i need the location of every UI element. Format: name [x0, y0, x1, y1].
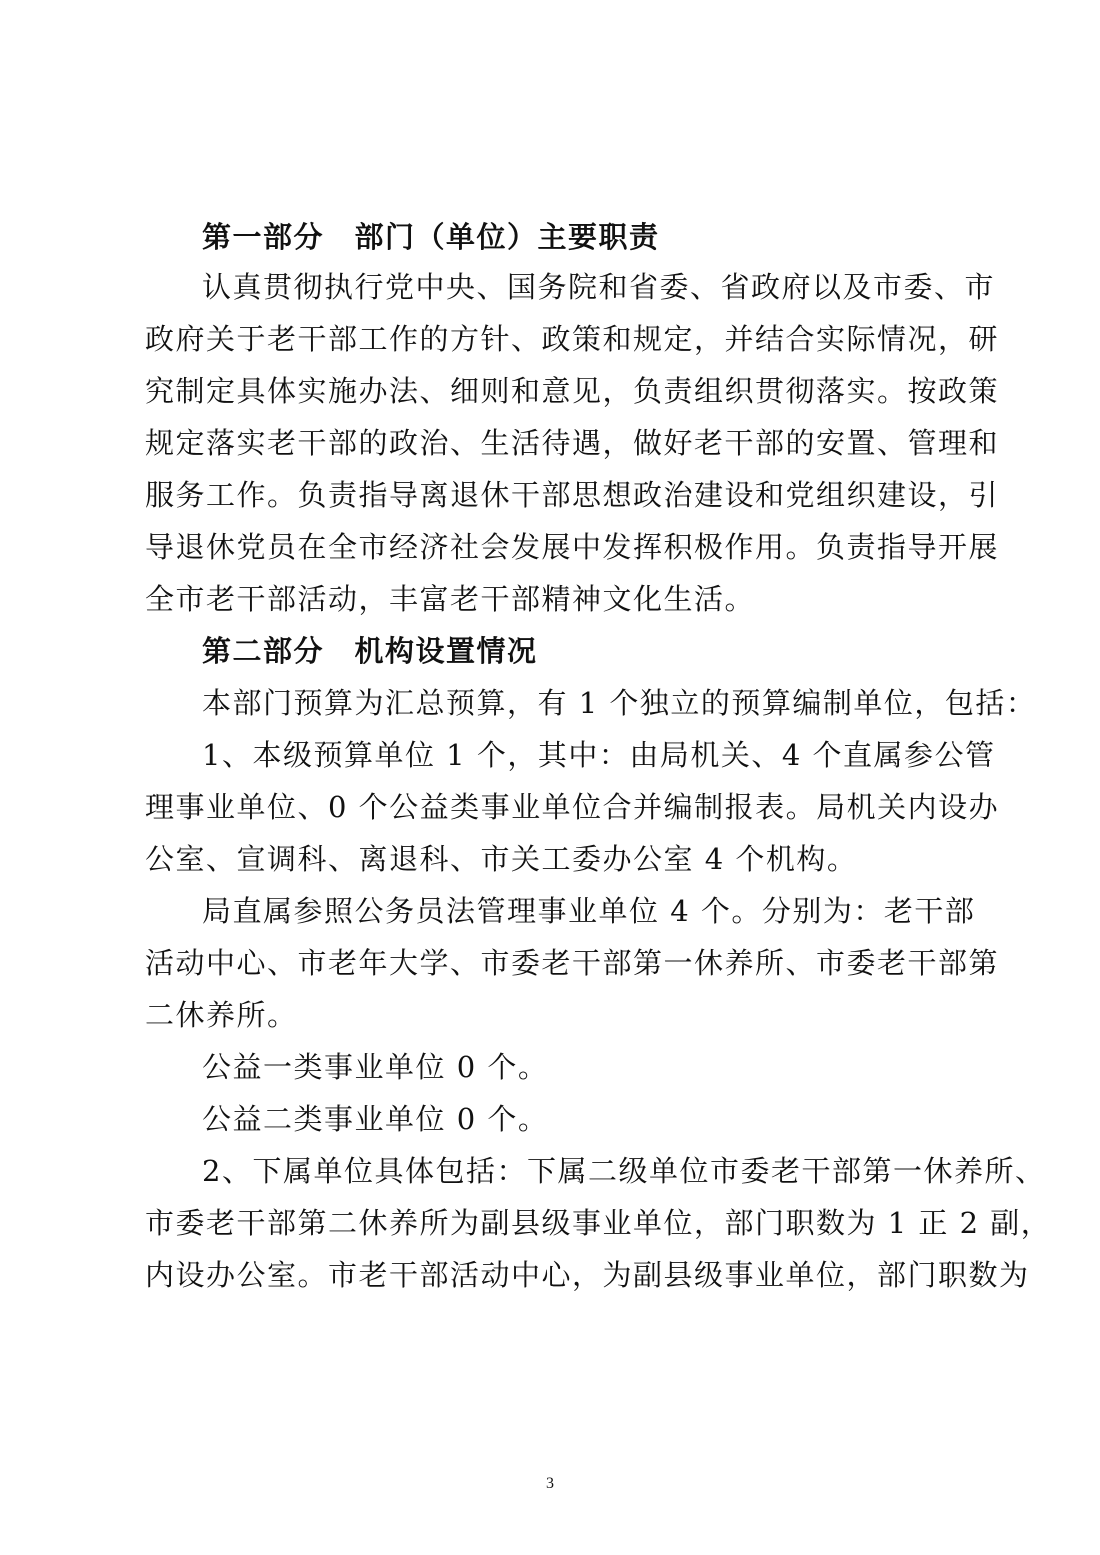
paragraph-line: 二休养所。	[145, 998, 298, 1032]
paragraph-line: 规定落实老干部的政治、生活待遇，做好老干部的安置、管理和	[145, 426, 1000, 460]
paragraph-line: 公益一类事业单位 0 个。	[202, 1050, 549, 1084]
paragraph-line: 本部门预算为汇总预算，有 1 个独立的预算编制单位，包括：	[202, 686, 1037, 720]
page-number: 3	[546, 1475, 554, 1492]
paragraph-line: 公益二类事业单位 0 个。	[202, 1102, 549, 1136]
section-heading-1: 第一部分 部门（单位）主要职责	[202, 220, 660, 254]
paragraph-line: 认真贯彻执行党中央、国务院和省委、省政府以及市委、市	[202, 270, 996, 304]
paragraph-line: 理事业单位、0 个公益类事业单位合并编制报表。局机关内设办	[145, 790, 1000, 824]
paragraph-line: 市委老干部第二休养所为副县级事业单位，部门职数为 1 正 2 副，	[145, 1206, 1052, 1240]
paragraph-line: 活动中心、市老年大学、市委老干部第一休养所、市委老干部第	[145, 946, 1000, 980]
paragraph-line: 2、下属单位具体包括：下属二级单位市委老干部第一休养所、	[202, 1154, 1046, 1188]
paragraph-line: 局直属参照公务员法管理事业单位 4 个。分别为：老干部	[202, 894, 976, 928]
paragraph-line: 全市老干部活动，丰富老干部精神文化生活。	[145, 582, 756, 616]
paragraph-line: 1、本级预算单位 1 个，其中：由局机关、4 个直属参公管	[202, 738, 996, 772]
paragraph-line: 公室、宣调科、离退科、市关工委办公室 4 个机构。	[145, 842, 858, 876]
paragraph-line: 导退休党员在全市经济社会发展中发挥积极作用。负责指导开展	[145, 530, 1000, 564]
paragraph-line: 究制定具体实施办法、细则和意见，负责组织贯彻落实。按政策	[145, 374, 1000, 408]
paragraph-line: 政府关于老干部工作的方针、政策和规定，并结合实际情况，研	[145, 322, 1000, 356]
paragraph-line: 内设办公室。市老干部活动中心，为副县级事业单位，部门职数为	[145, 1258, 1030, 1292]
section-heading-2: 第二部分 机构设置情况	[202, 634, 538, 668]
paragraph-line: 服务工作。负责指导离退休干部思想政治建设和党组织建设，引	[145, 478, 1000, 512]
